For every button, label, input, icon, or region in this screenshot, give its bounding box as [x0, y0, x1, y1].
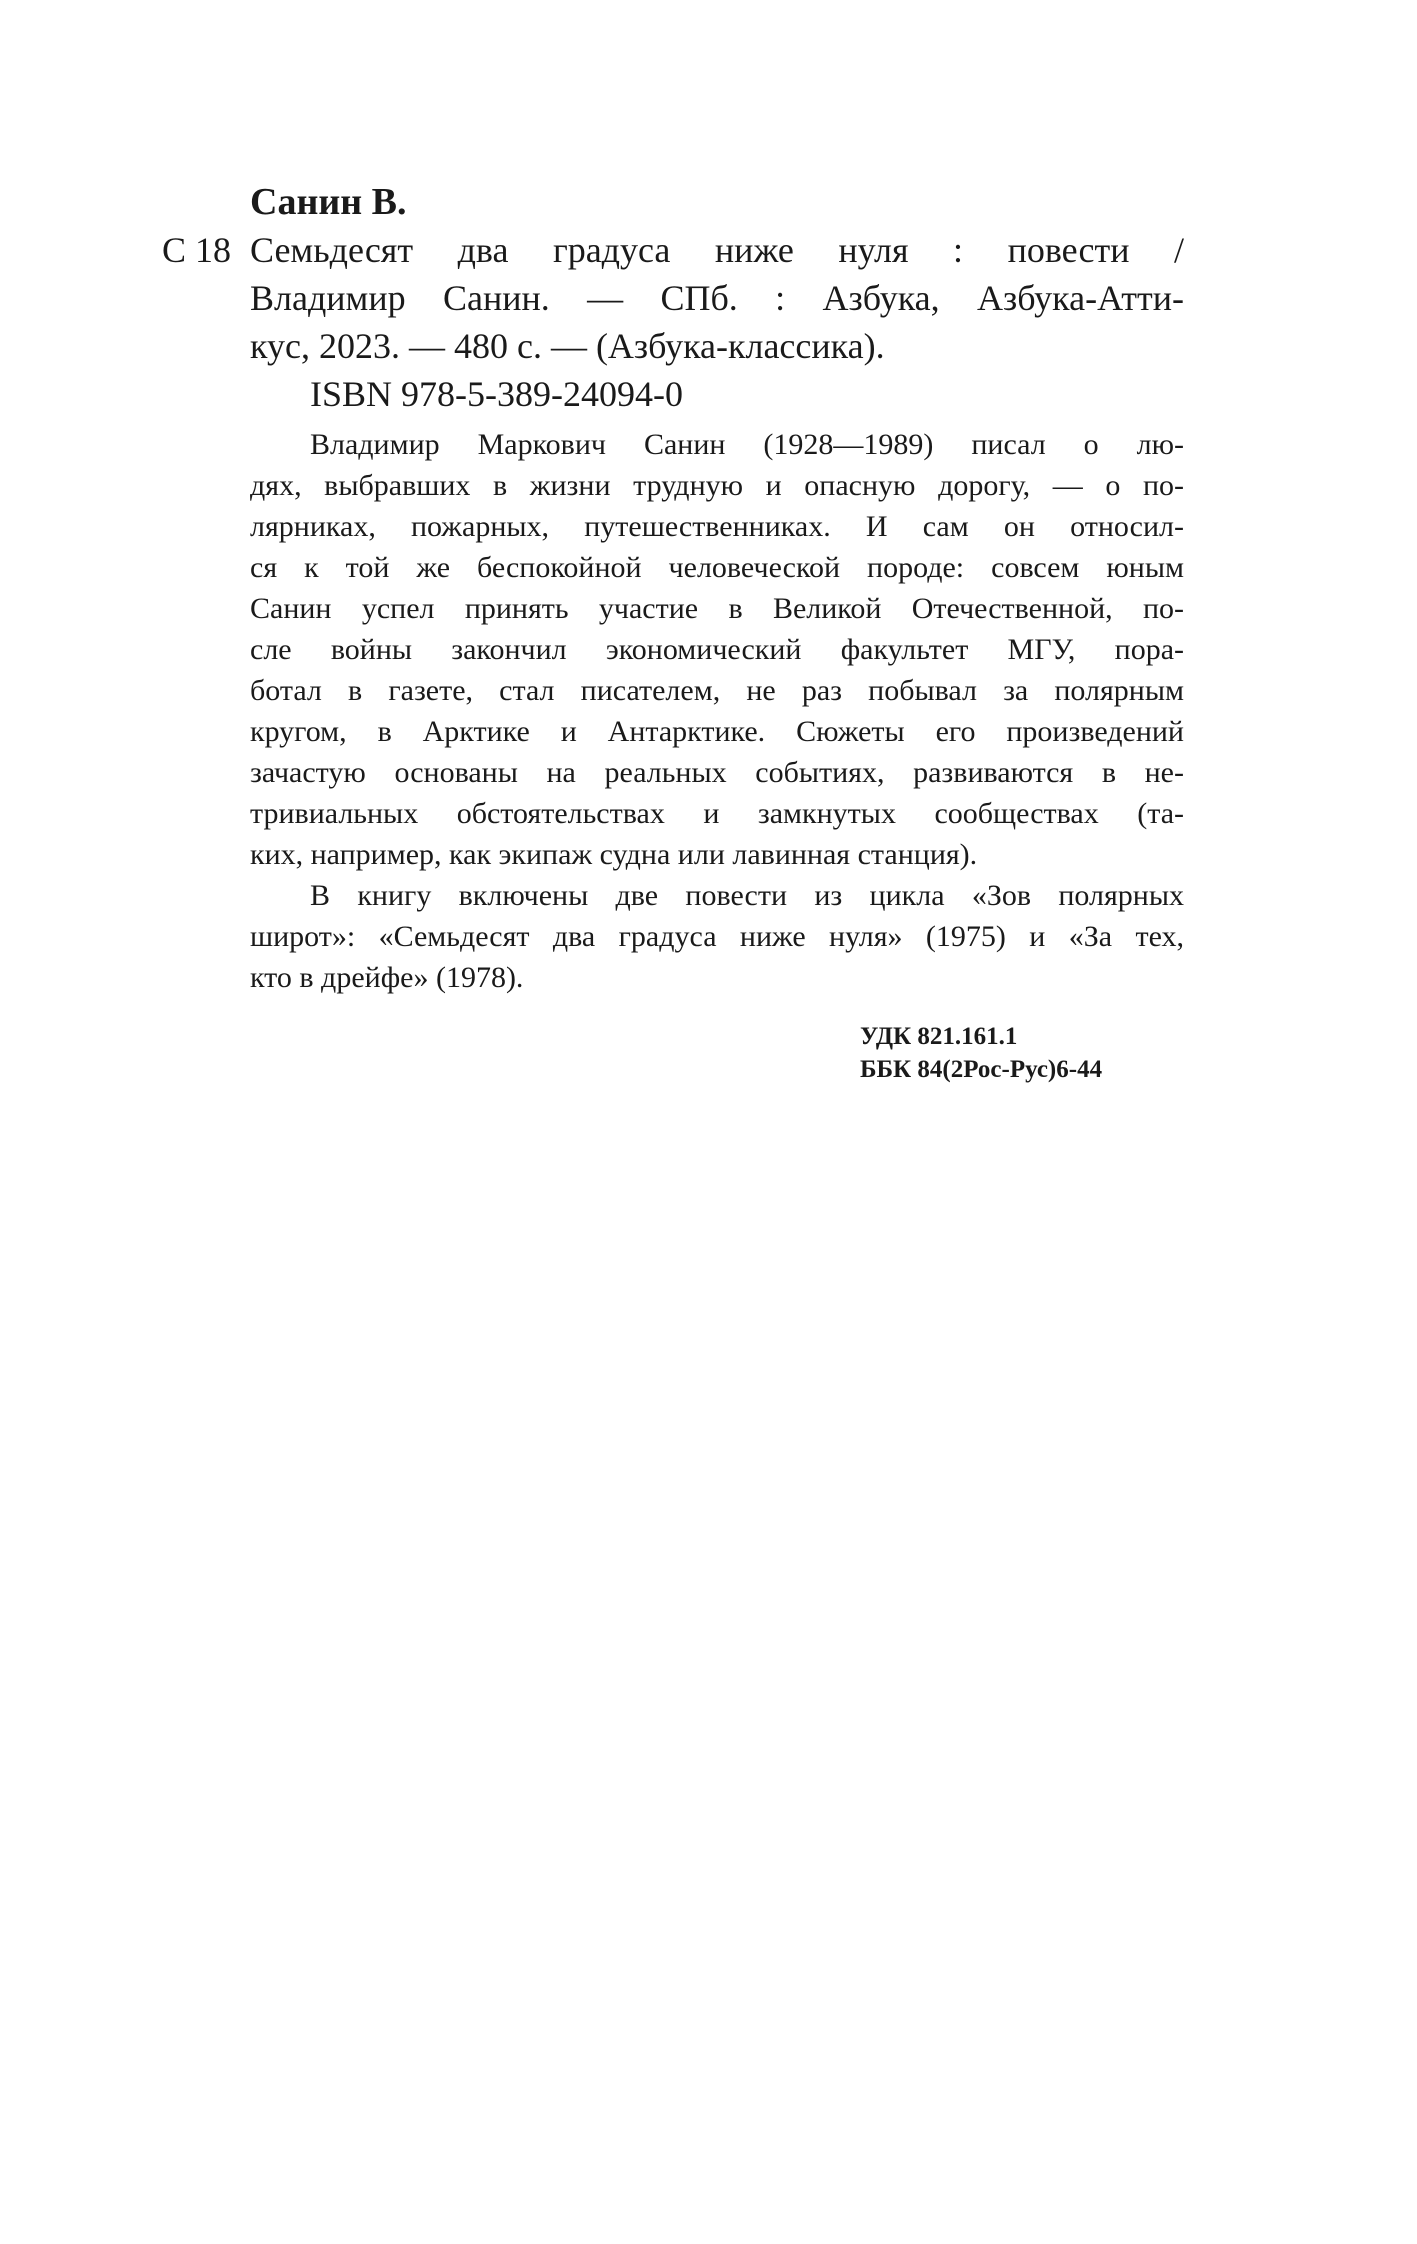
author-sign-code: С 18: [162, 230, 232, 270]
annotation-line: ботал в газете, стал писателем, не раз побывал за полярным: [250, 674, 1184, 707]
annotation-line: тривиальных обстоятельствах и замкнутых сообществах (та-: [250, 797, 1184, 830]
annotation-line: кругом, в Арктике и Антарктике. Сюжеты его произведений: [250, 715, 1184, 748]
annotation-line: ся к той же беспокойной человеческой породе: совсем юным: [250, 551, 1184, 584]
annotation-line: зачастую основаны на реальных событиях, развиваются в не-: [250, 756, 1184, 789]
annotation-line: дях, выбравших в жизни трудную и опасную дорогу, — о по-: [250, 469, 1184, 502]
author-heading: Санин В.: [250, 181, 407, 223]
bibliographic-description: [250, 226, 1184, 370]
bbk-index: ББК 84(2Рос-Рус)6-44: [860, 1056, 1103, 1083]
biblio-line: Владимир Санин. — СПб. : Азбука, Азбука-Атти-: [250, 278, 1184, 318]
annotation: [250, 424, 1184, 998]
annotation-line: лярниках, пожарных, путешественниках. И сам он относил-: [250, 510, 1184, 543]
annotation-line: В книгу включены две повести из цикла «Зов полярных: [310, 879, 1184, 912]
biblio-line: Семьдесят два градуса ниже нуля : повести /: [250, 230, 1184, 270]
udk-index: УДК 821.161.1: [860, 1023, 1018, 1050]
classification-indices: [860, 1020, 1102, 1086]
annotation-line: Санин успел принять участие в Великой Отечественной, по-: [250, 592, 1184, 625]
annotation-line: сле войны закончил экономический факультет МГУ, пора-: [250, 633, 1184, 666]
annotation-line: ких, например, как экипаж судна или лавинная станция).: [250, 838, 978, 871]
annotation-line: Владимир Маркович Санин (1928—1989) писал о лю-: [310, 428, 1184, 461]
biblio-line: кус, 2023. — 480 с. — (Азбука-классика).: [250, 326, 885, 366]
annotation-line: широт»: «Семьдесят два градуса ниже нуля» (1975) и «За тех,: [250, 920, 1184, 953]
isbn: ISBN 978-5-389-24094-0: [310, 374, 683, 414]
annotation-line: кто в дрейфе» (1978).: [250, 961, 524, 994]
